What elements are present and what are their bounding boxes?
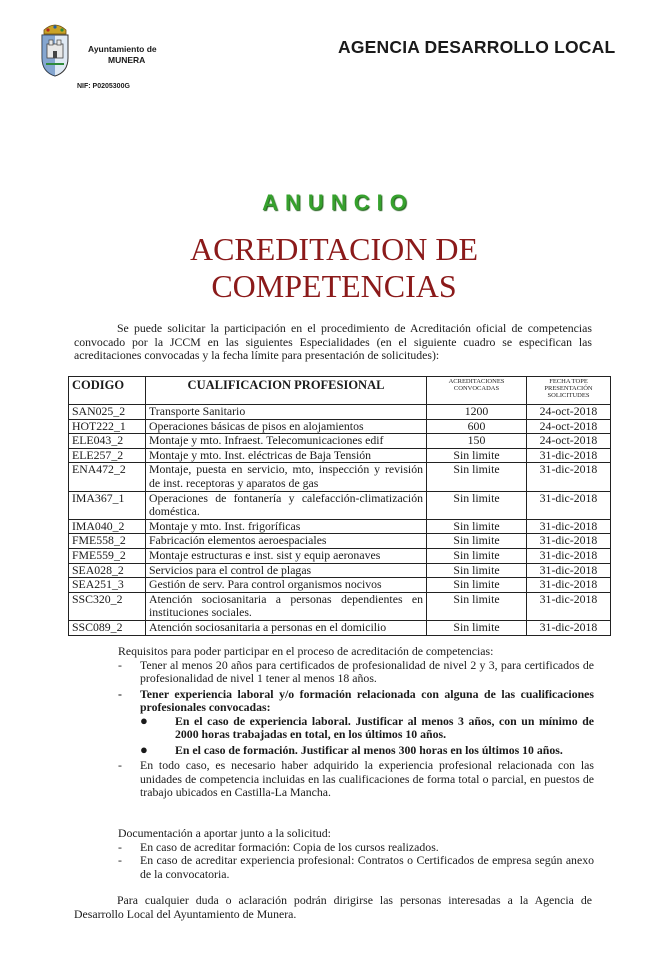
row-accreditations: Sin limite — [427, 620, 527, 635]
row-code: SEA028_2 — [69, 563, 146, 578]
row-code: IMA040_2 — [69, 519, 146, 534]
table-row — [69, 419, 611, 434]
header-accreditations: ACREDITACIONES CONVOCADAS — [427, 377, 527, 405]
row-qualification: Montaje y mto. Inst. eléctricas de Baja Tensión — [146, 448, 427, 463]
requirement-work-experience: En el caso de experiencia laboral. Justificar al menos 3 años, con un mínimo de 2000 horas trabajadas en total, en los últimos 10 años. — [175, 713, 594, 741]
org-name-line2: MUNERA — [108, 55, 146, 65]
row-accreditations: Sin limite — [427, 534, 527, 549]
qualifications-table — [68, 376, 611, 636]
row-deadline: 31-dic-2018 — [527, 534, 611, 549]
dash-bullet: - — [118, 686, 122, 701]
announcement-label: ANUNCIO — [262, 190, 414, 215]
document-title-line1: ACREDITACION DE — [189, 231, 479, 267]
table-row — [69, 620, 611, 635]
row-code: ELE043_2 — [69, 434, 146, 449]
row-code: SEA251_3 — [69, 578, 146, 593]
requirement-subitem — [96, 741, 594, 758]
document-experience: En caso de acreditar experiencia profesional: Contratos o Certificados de empresa según anexo de la convocatoria. — [140, 853, 594, 881]
documents-section — [118, 827, 594, 881]
row-accreditations: 600 — [427, 419, 527, 434]
agency-title: AGENCIA DESARROLLO LOCAL — [338, 37, 616, 57]
row-accreditations: 1200 — [427, 405, 527, 420]
dash-bullet: - — [118, 853, 122, 867]
row-deadline: 31-dic-2018 — [527, 491, 611, 519]
table-row — [69, 578, 611, 593]
requirement-age: Tener al menos 20 años para certificados de profesionalidad de nivel 2 y 3, para certificados de profesionalidad de nivel 1 tener al menos 18 años. — [140, 657, 594, 685]
header-code: CODIGO — [69, 377, 146, 405]
coat-of-arms-icon — [38, 22, 72, 78]
requirements-section — [118, 645, 594, 800]
intro-paragraph: Se puede solicitar la participación en el procedimiento de Acreditación oficial de competencias convocado por la JCCM en las siguientes Especialidades (en el siguiente cuadro se especifican las acreditaciones convocadas y la fecha límite para presentación de solicitudes): — [74, 321, 592, 362]
row-qualification: Operaciones básicas de pisos en alojamientos — [146, 419, 427, 434]
row-deadline: 31-dic-2018 — [527, 592, 611, 620]
dash-bullet: - — [118, 657, 122, 672]
row-qualification: Montaje, puesta en servicio, mto, inspección y revisión de inst. receptoras y aparatos de gas — [146, 463, 427, 491]
row-code: HOT222_1 — [69, 419, 146, 434]
header-qualification: CUALIFICACION PROFESIONAL — [146, 377, 427, 405]
row-deadline: 31-dic-2018 — [527, 563, 611, 578]
requirement-location: En todo caso, es necesario haber adquirido la experiencia profesional relacionada con las unidades de competencia incluidas en las cualificaciones de forma total o parcial, en puestos de trabajo ubicados en Castilla-La Mancha. — [140, 758, 594, 799]
dash-bullet: - — [118, 839, 122, 854]
requirement-training: En el caso de formación. Justificar al menos 300 horas en los últimos 10 años. — [175, 742, 563, 757]
row-deadline: 24-oct-2018 — [527, 405, 611, 420]
row-qualification: Atención sociosanitaria a personas dependientes en instituciones sociales. — [146, 592, 427, 620]
row-deadline: 31-dic-2018 — [527, 620, 611, 635]
row-accreditations: Sin limite — [427, 491, 527, 519]
row-deadline: 31-dic-2018 — [527, 519, 611, 534]
requirements-heading: Requisitos para poder participar en el proceso de acreditación de competencias: — [118, 644, 494, 658]
row-code: ELE257_2 — [69, 448, 146, 463]
row-accreditations: Sin limite — [427, 592, 527, 620]
row-deadline: 24-oct-2018 — [527, 434, 611, 449]
row-qualification: Transporte Sanitario — [146, 405, 427, 420]
row-code: SAN025_2 — [69, 405, 146, 420]
dash-bullet: - — [118, 758, 122, 772]
row-code: FME558_2 — [69, 534, 146, 549]
requirement-item — [118, 659, 594, 686]
table-row — [69, 563, 611, 578]
requirement-item — [118, 759, 594, 800]
table-row — [69, 534, 611, 549]
nif-label: NIF: P0205300G — [77, 83, 130, 90]
table-row — [69, 592, 611, 620]
row-qualification: Operaciones de fontanería y calefacción-climatización doméstica. — [146, 491, 427, 519]
row-deadline: 31-dic-2018 — [527, 448, 611, 463]
row-qualification: Montaje y mto. Infraest. Telecomunicaciones edif — [146, 434, 427, 449]
row-code: SSC089_2 — [69, 620, 146, 635]
row-code: ENA472_2 — [69, 463, 146, 491]
row-accreditations: Sin limite — [427, 448, 527, 463]
row-qualification: Gestión de serv. Para control organismos nocivos — [146, 578, 427, 593]
document-title-line2: COMPETENCIAS — [211, 268, 457, 304]
row-qualification: Montaje estructuras e inst. sist y equip aeronaves — [146, 548, 427, 563]
row-accreditations: Sin limite — [427, 548, 527, 563]
row-code: FME559_2 — [69, 548, 146, 563]
table-row — [69, 491, 611, 519]
row-qualification: Atención sociosanitaria a personas en el domicilio — [146, 620, 427, 635]
requirement-subitem — [96, 712, 594, 742]
table-header-row — [69, 377, 611, 405]
table-row — [69, 405, 611, 420]
document-item — [118, 854, 594, 881]
row-qualification: Fabricación elementos aeroespaciales — [146, 534, 427, 549]
row-deadline: 24-oct-2018 — [527, 419, 611, 434]
table-row — [69, 448, 611, 463]
document-item — [118, 841, 594, 855]
bullet-icon: ● — [140, 741, 148, 757]
row-code: SSC320_2 — [69, 592, 146, 620]
table-row — [69, 463, 611, 491]
table-row — [69, 434, 611, 449]
row-accreditations: Sin limite — [427, 463, 527, 491]
row-accreditations: Sin limite — [427, 563, 527, 578]
row-deadline: 31-dic-2018 — [527, 548, 611, 563]
requirement-experience: Tener experiencia laboral y/o formación relacionada con alguna de las cualificaciones profesionales convocadas: — [140, 686, 594, 714]
row-accreditations: Sin limite — [427, 578, 527, 593]
row-deadline: 31-dic-2018 — [527, 463, 611, 491]
row-accreditations: 150 — [427, 434, 527, 449]
org-name-line1: Ayuntamiento de — [88, 44, 157, 54]
row-accreditations: Sin limite — [427, 519, 527, 534]
bullet-icon: ● — [140, 712, 148, 728]
row-code: IMA367_1 — [69, 491, 146, 519]
requirement-item — [118, 688, 594, 715]
document-training: En caso de acreditar formación: Copia de los cursos realizados. — [140, 839, 439, 854]
row-qualification: Montaje y mto. Inst. frigoríficas — [146, 519, 427, 534]
row-deadline: 31-dic-2018 — [527, 578, 611, 593]
documents-heading: Documentación a aportar junto a la solicitud: — [118, 826, 331, 840]
header-deadline: FECHA TOPE PRESENTACIÓN SOLICITUDES — [527, 377, 611, 405]
table-row — [69, 548, 611, 563]
row-qualification: Servicios para el control de plagas — [146, 563, 427, 578]
contact-paragraph: Para cualquier duda o aclaración podrán dirigirse las personas interesadas a la Agencia de Desarrollo Local del Ayuntamiento de Munera. — [74, 893, 592, 921]
table-row — [69, 519, 611, 534]
